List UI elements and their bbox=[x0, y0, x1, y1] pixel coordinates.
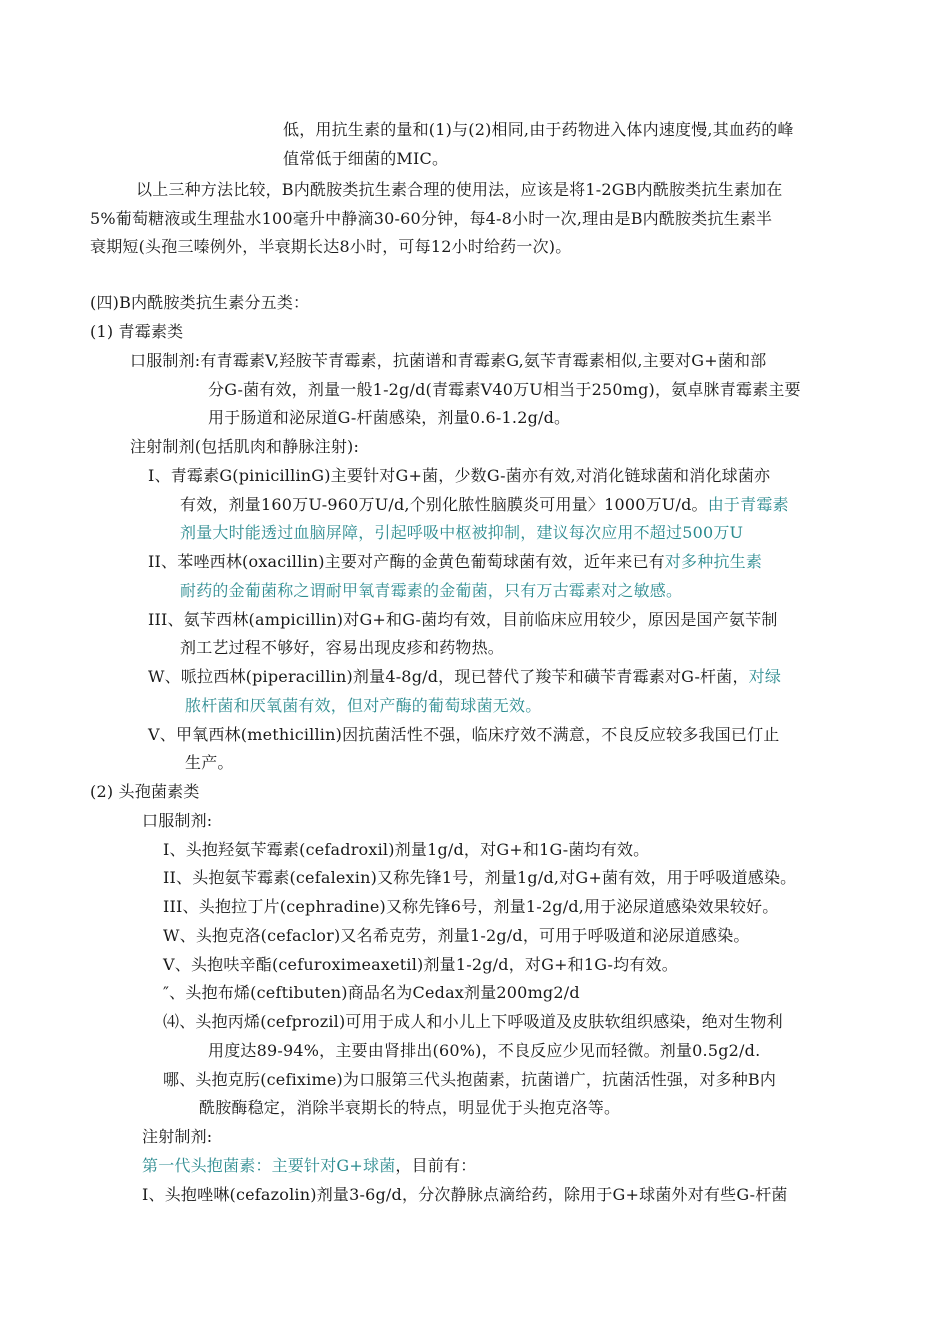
list-item-line bbox=[180, 495, 789, 515]
text-line bbox=[142, 1156, 476, 1176]
list-item-line: III、头抱拉丁片(cephradine)又称先锋6号，剂量1-2g/d,用于泌尿道感染效果较好。 bbox=[163, 897, 779, 916]
list-item-line: 剂工艺过程不够好，容易出现皮疹和药物热。 bbox=[180, 638, 505, 657]
text-line: 注射制剂: bbox=[142, 1127, 213, 1146]
list-item-line: I、头抱唑啉(cefazolin)剂量3-6g/d，分次静脉点滴给药，除用于G+球菌外对有些G-杆菌 bbox=[142, 1185, 788, 1204]
highlighted-text: 第一代头抱菌素：主要针对G+球菌 bbox=[142, 1156, 396, 1175]
subsection-heading: (2) 头孢菌素类 bbox=[90, 782, 200, 801]
highlighted-text: 脓杆菌和厌氧菌有效，但对产酶的葡萄球菌无效。 bbox=[185, 696, 542, 715]
text-line: 分G-菌有效，剂量一般1-2g/d(青霉素V40万U相当于250mg)，氨卓脒青霉素主要 bbox=[208, 380, 801, 399]
text-segment: W、哌拉西林(piperacillin)剂量4-8g/d，现已替代了羧苄和磺苄青霉素对G-杆菌， bbox=[148, 667, 749, 686]
text-line: 值常低于细菌的MIC。 bbox=[283, 149, 449, 168]
list-item-line: 用度达89-94%，主要由肾排出(60%)，不良反应少见而轻微。剂量0.5g2/d. bbox=[208, 1041, 761, 1060]
list-item-line: 酰胺酶稳定，消除半衰期长的特点，明显优于头抱克洛等。 bbox=[199, 1098, 621, 1117]
text-line: 口服制剂:有青霉素V,羟胺苄青霉素，抗菌谱和青霉素G,氨苄青霉素相似,主要对G+菌和部 bbox=[130, 351, 767, 370]
list-item-line: I、青霉素G(pinicillinG)主要针对G+菌，少数G-菌亦有效,对消化链球菌和消化球菌亦 bbox=[148, 466, 771, 485]
list-item-line: W、头抱克洛(cefaclor)又名希克劳，剂量1-2g/d，可用于呼吸道和泌尿道感染。 bbox=[163, 926, 750, 945]
paragraph-line: 以上三种方法比较，B内酰胺类抗生素合理的使用法，应该是将1-2GB内酰胺类抗生素加在 bbox=[136, 180, 783, 199]
text-line: 用于肠道和泌尿道G-杆菌感染，剂量0.6-1.2g/d。 bbox=[208, 408, 571, 427]
section-heading: (四)B内酰胺类抗生素分五类： bbox=[90, 293, 310, 312]
highlighted-text: 剂量大时能透过血脑屏障，引起呼吸中枢被抑制，建议每次应用不超过500万U bbox=[180, 523, 744, 542]
list-item-line: ⑷、头抱丙烯(cefprozil)可用于成人和小儿上下呼吸道及皮肤软组织感染，绝对生物利 bbox=[163, 1012, 783, 1031]
highlighted-text: 对绿 bbox=[748, 667, 782, 686]
text-line: 注射制剂(包括肌肉和静脉注射): bbox=[130, 437, 360, 456]
list-item-line: 生产。 bbox=[185, 753, 234, 772]
highlighted-text: 耐药的金葡菌称之谓耐甲氧青霉素的金葡菌，只有万古霉素对之敏感。 bbox=[180, 581, 683, 600]
list-item-line bbox=[148, 667, 781, 687]
list-item-line: ″、头抱布烯(ceftibuten)商品名为Cedax剂量200mg2/d bbox=[163, 983, 580, 1002]
list-item-line: II、头抱氨苄霉素(cefalexin)又称先锋1号，剂量1g/d,对G+菌有效，用于呼吸道感染。 bbox=[163, 868, 797, 887]
subsection-heading: (1) 青霉素类 bbox=[90, 322, 184, 341]
text-line: 口服制剂: bbox=[142, 811, 213, 830]
list-item-line: 哪、头抱克肟(cefixime)为口服第三代头抱菌素，抗菌谱广，抗菌活性强，对多种B内 bbox=[163, 1070, 777, 1089]
list-item-line: III、氨苄西林(ampicillin)对G+和G-菌均有效，目前临床应用较少，原因是国产氨苄制 bbox=[148, 610, 778, 629]
list-item-line bbox=[148, 552, 762, 572]
paragraph-line: 5%葡萄糖液或生理盐水100毫升中静滴30-60分钟，每4-8小时一次,理由是B内酰胺类抗生素半 bbox=[90, 209, 773, 228]
highlighted-text: 对多种抗生素 bbox=[664, 552, 763, 571]
text-segment: ，目前有： bbox=[395, 1156, 477, 1175]
paragraph-line: 衰期短(头孢三嗪例外，半衰期长达8小时，可每12小时给药一次)。 bbox=[90, 237, 572, 256]
highlighted-text: 由于青霉素 bbox=[707, 495, 789, 514]
list-item-line: I、头抱羟氨苄霉素(cefadroxil)剂量1g/d，对G+和1G-菌均有效。 bbox=[163, 840, 650, 859]
text-segment: II、苯唑西林(oxacillin)主要对产酶的金黄色葡萄球菌有效，近年来已有 bbox=[148, 552, 665, 571]
text-segment: 有效，剂量160万U-960万U/d,个别化脓性脑膜炎可用量〉1000万U/d。 bbox=[180, 495, 708, 514]
list-item-line: V、甲氧西林(methicillin)因抗菌活性不强，临床疗效不满意，不良反应较多我国已仃止 bbox=[148, 725, 780, 744]
text-line: 低，用抗生素的量和(1)与(2)相同,由于药物进入体内速度慢,其血药的峰 bbox=[283, 120, 794, 139]
list-item-line: V、头抱呋辛酯(cefuroximeaxetil)剂量1-2g/d，对G+和1G-均有效。 bbox=[163, 955, 678, 974]
